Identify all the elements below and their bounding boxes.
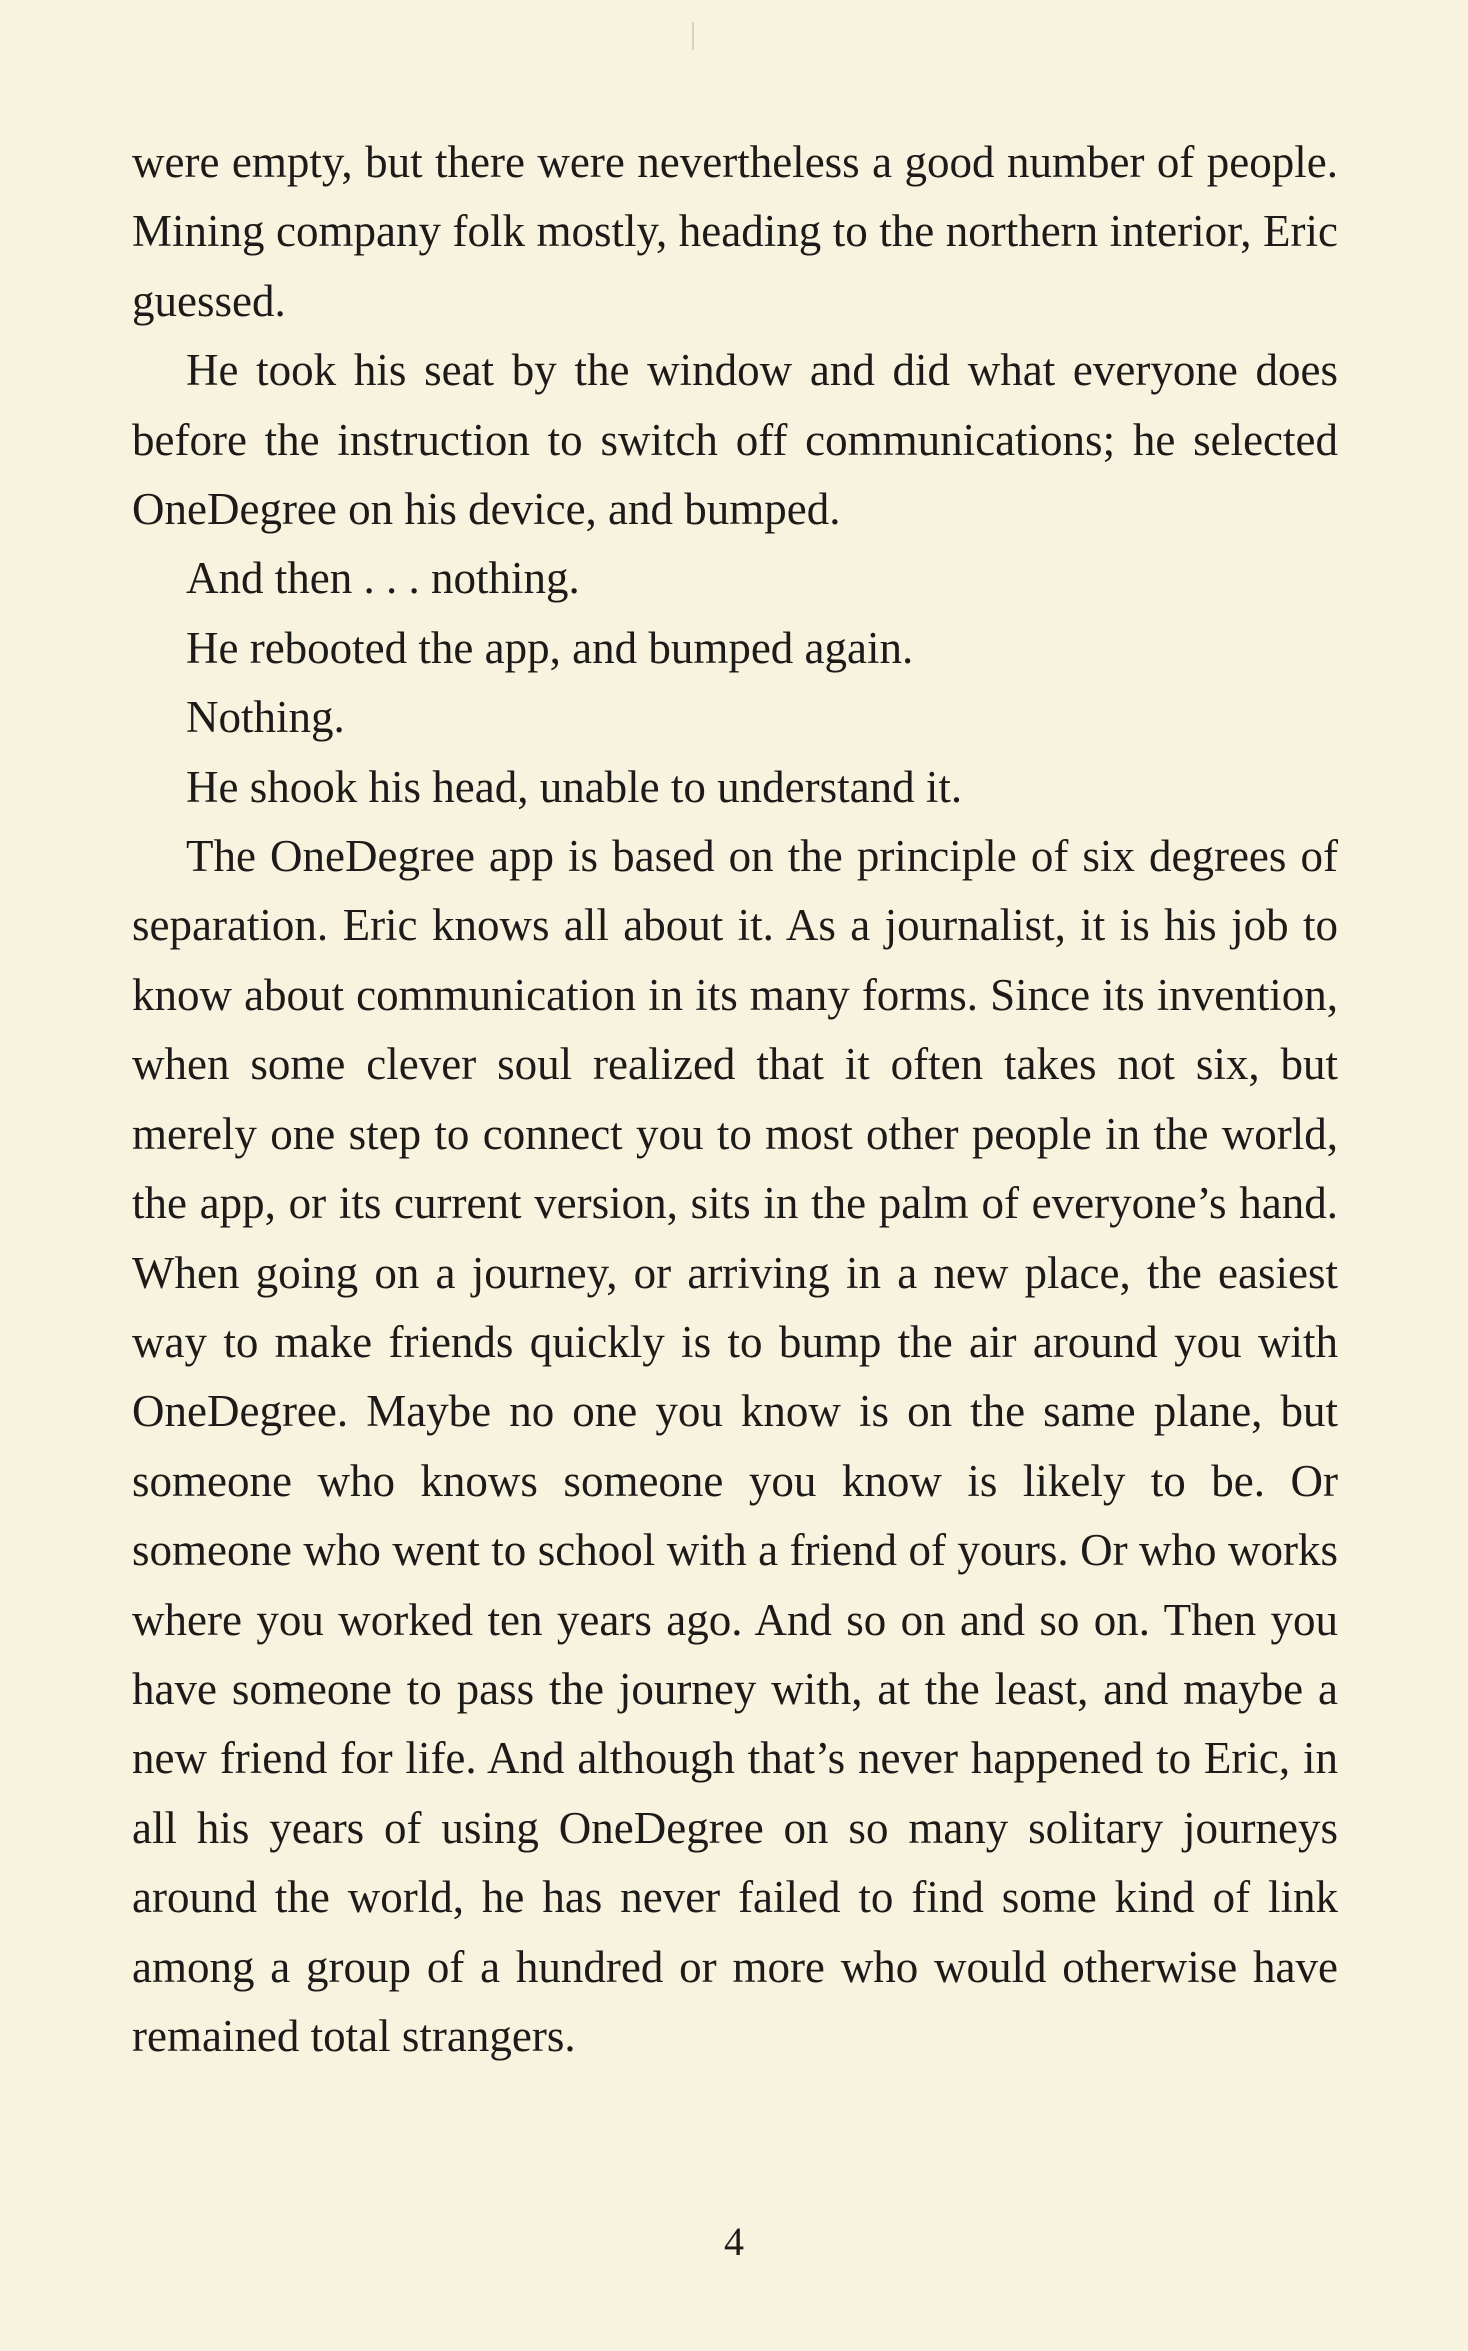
paper-speck bbox=[692, 22, 694, 50]
paragraph-3: And then . . . nothing. bbox=[186, 553, 580, 604]
paragraph-5: Nothing. bbox=[186, 692, 345, 743]
paragraph-4: He rebooted the app, and bumped again. bbox=[186, 622, 914, 673]
body-text bbox=[132, 128, 1338, 2071]
paragraph-7: The OneDegree app is based on the principle of six degrees of separation. Eric knows all about it. As a journalist, it is his job to know about communication in its many forms. Since its invention, when some clever soul realized that it often takes not six, but merely one step to connect you to most other people in the world, the app, or its current version, sits in the palm of everyone’s hand. When going on a journey, or arriving in a new place, the easiest way to make friends quickly is to bump the air around you with OneDegree. Maybe no one you know is on the same plane, but someone who knows someone you know is likely to be. Or someone who went to school with a friend of yours. Or who works where you worked ten years ago. And so on and so on. Then you have someone to pass the journey with, at the least, and maybe a new friend for life. And although that’s never happened to Eric, in all his years of using OneDegree on so many solitary journeys around the world, he has never failed to find some kind of link among a group of a hundred or more who would otherwise have remained total strangers. bbox=[132, 831, 1338, 2061]
page-number: 4 bbox=[724, 2219, 744, 2264]
paragraph-6: He shook his head, unable to understand it. bbox=[186, 761, 963, 812]
paragraph-2: He took his seat by the window and did what everyone does before the instruction to switch off communications; he selected OneDegree on his device, and bumped. bbox=[132, 345, 1338, 535]
paragraph-1: were empty, but there were nevertheless a good number of people. Mining company folk mostly, heading to the northern interior, Eric guessed. bbox=[132, 137, 1338, 326]
